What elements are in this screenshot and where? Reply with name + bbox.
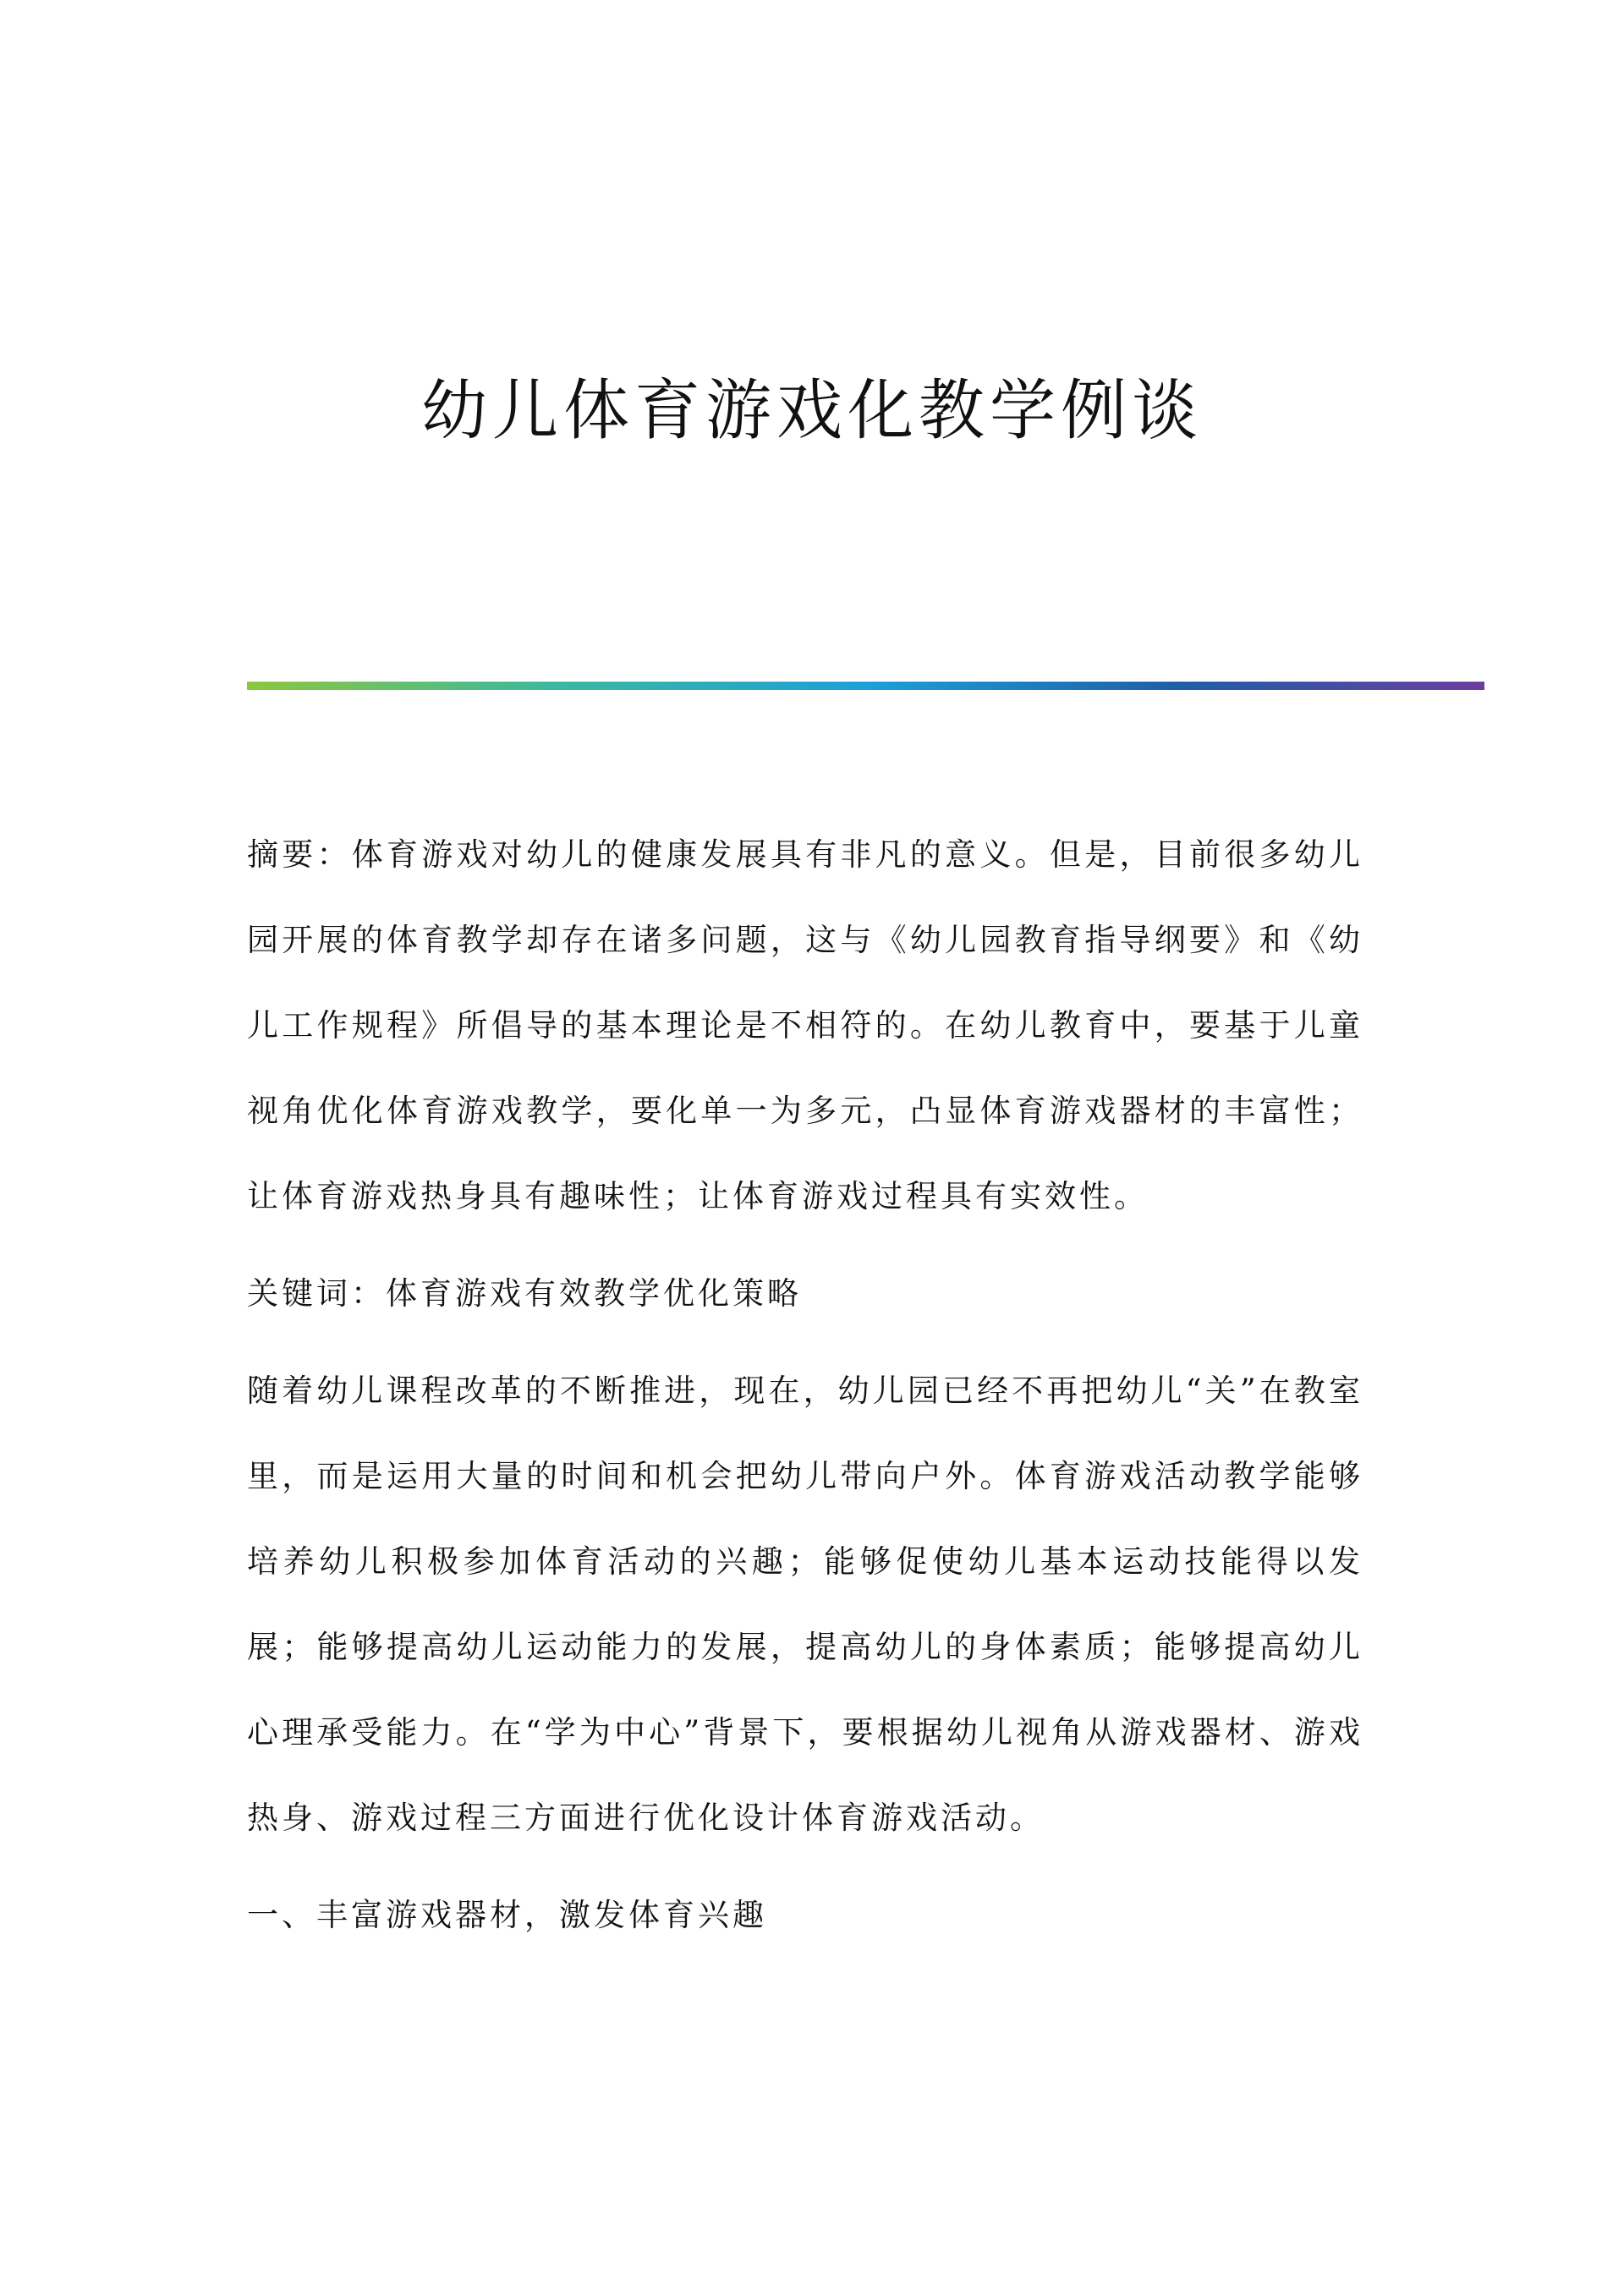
document-body [247,812,1363,1970]
section-heading: 一、丰富游戏器材，激发体育兴趣 [247,1897,767,1933]
gradient-divider [247,682,1484,690]
abstract-paragraph: 摘要：体育游戏对幼儿的健康发展具有非凡的意义。但是，目前很多幼儿园开展的体育教学却存在诸多问题，这与《幼儿园教育指导纲要》和《幼儿工作规程》所倡导的基本理论是不相符的。在幼儿教育中，要基于儿童视角优化体育游戏教学，要化单一为多元，凸显体育游戏器材的丰富性；让体育游戏热身具有趣味性；让体育游戏过程具有实效性。 [247,836,1363,1214]
document-title: 幼儿体育游戏化教学例谈 [420,373,1203,449]
intro-paragraph: 随着幼儿课程改革的不断推进，现在，幼儿园已经不再把幼儿“关”在教室里，而是运用大量的时间和机会把幼儿带向户外。体育游戏活动教学能够培养幼儿积极参加体育活动的兴趣；能够促使幼儿基本运动技能得以发展；能够提高幼儿运动能力的发展，提高幼儿的身体素质；能够提高幼儿心理承受能力。在“学为中心”背景下，要根据幼儿视角从游戏器材、游戏热身、游戏过程三方面进行优化设计体育游戏活动。 [247,1373,1363,1836]
keywords-line: 关键词：体育游戏有效教学优化策略 [247,1275,802,1312]
